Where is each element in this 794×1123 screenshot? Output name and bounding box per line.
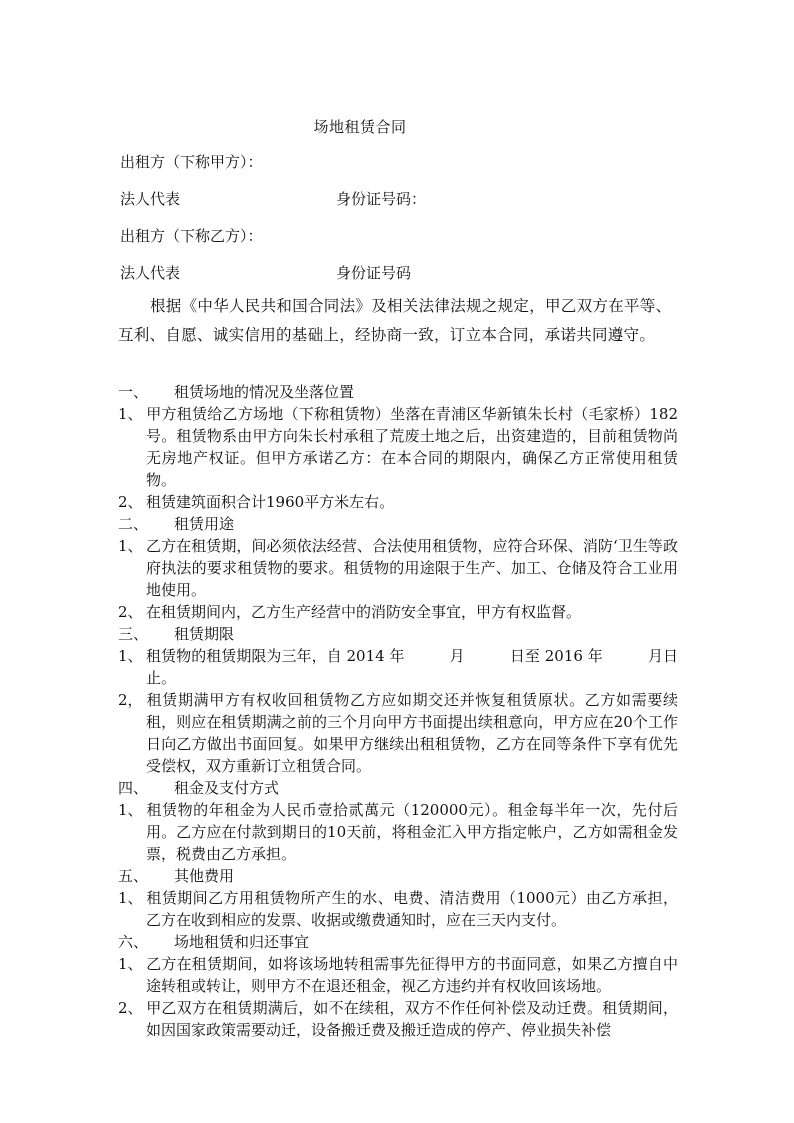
contract-body [118, 381, 678, 1041]
clause-label: 1、 [118, 955, 143, 973]
section-number: 四、 [118, 779, 149, 797]
party-b-id-label: 身份证号码 [336, 264, 412, 282]
section-title: 租金及支付方式 [174, 779, 280, 797]
clause-text: 租赁物的年租金为人民币壹拾贰萬元（120000元）。租金每半年一次，先付后用。乙方应在付款到期日的10天前，将租金汇入甲方指定帐户，乙方如需租金发票，税费由乙方承担。 [146, 801, 678, 863]
document-title: 场地租赁合同 [313, 118, 407, 136]
section-number: 五、 [118, 867, 149, 885]
clause [118, 491, 678, 513]
section-number: 一、 [118, 383, 149, 401]
party-b-rep-row [120, 262, 412, 283]
party-a-rep-row [120, 188, 427, 209]
clause [118, 601, 678, 623]
clause-label: 1、 [118, 405, 143, 423]
party-a-rep-label: 法人代表 [120, 190, 181, 208]
party-b-label: 出租方（下称乙方）： [120, 227, 263, 245]
clause-text: 甲方租赁给乙方场地（下称租赁物）坐落在青浦区华新镇朱长村（毛家桥）182号。租赁物系由甲方向朱长村承租了荒废土地之后，出资建造的，目前租赁物尚无房地产权证。但甲方承诺乙方：在本合同的期限内，确保乙方正常使用租赁物。 [146, 405, 678, 489]
clause-label: 2、 [118, 493, 143, 511]
party-a-label: 出租方（下称甲方）： [120, 153, 263, 171]
clause-text: 租赁物的租赁期限为三年，自 2014 年 月 日至 2016 年 月日止。 [146, 647, 678, 687]
clause-label: 1、 [118, 889, 143, 907]
clause-text: 租赁建筑面积合计1960平方米左右。 [146, 493, 395, 511]
section-title: 其他费用 [174, 867, 235, 885]
section-number: 三、 [118, 625, 149, 643]
clause-label: 2、 [118, 999, 143, 1017]
clause [118, 535, 678, 601]
clause-text: 乙方在租赁期间，如将该场地转租需事先征得甲方的书面同意，如果乙方擅自中途转租或转让，则甲方不在退还租金，视乙方违约并有权收回该场地。 [146, 955, 678, 995]
section-heading [118, 623, 678, 645]
section-title: 租赁期限 [174, 625, 235, 643]
clause-label: 2、 [118, 603, 143, 621]
clause [118, 645, 678, 689]
section-heading [118, 931, 678, 953]
clause-label: 1、 [118, 647, 143, 665]
section-title: 租赁用途 [174, 515, 235, 533]
clause [118, 689, 678, 777]
clause [118, 403, 678, 491]
clause-label: 2， [118, 691, 143, 709]
clause-text: 在租赁期间内，乙方生产经营中的消防安全事宜，甲方有权监督。 [146, 603, 582, 621]
section-heading [118, 513, 678, 535]
party-a-id-label: 身份证号码： [336, 190, 427, 208]
section-heading [118, 865, 678, 887]
clause-text: 甲乙双方在租赁期满后，如不在续租，双方不作任何补偿及动迁费。租赁期间，如因国家政策需要动迁，设备搬迁费及搬迁造成的停产、停业损失补偿 [146, 999, 678, 1039]
clause-text: 租赁期间乙方用租赁物所产生的水、电费、清洁费用（1000元）由乙方承担，乙方在收到相应的发票、收据或缴费通知时，应在三天内支付。 [146, 889, 678, 929]
section-title: 场地租赁和归还事宜 [174, 933, 310, 951]
clause [118, 997, 678, 1041]
clause [118, 799, 678, 865]
section-number: 六、 [118, 933, 149, 951]
intro-paragraph: 根据《中华人民共和国合同法》及相关法律法规之规定，甲乙双方在平等、互利、自愿、诚实信用的基础上，经协商一致，订立本合同，承诺共同遵守。 [118, 297, 672, 344]
clause-label: 1、 [118, 801, 143, 819]
clause [118, 953, 678, 997]
section-heading [118, 777, 678, 799]
clause-text: 租赁期满甲方有权收回租赁物乙方应如期交还并恢复租赁原状。乙方如需要续租，则应在租赁期满之前的三个月向甲方书面提出续租意向，甲方应在20个工作日向乙方做出书面回复。如果甲方继续出租租赁物，乙方在同等条件下享有优先受偿权，双方重新订立租赁合同。 [146, 691, 678, 775]
section-number: 二、 [118, 515, 149, 533]
clause [118, 887, 678, 931]
clause-text: 乙方在租赁期，间必须依法经营、合法使用租赁物，应符合环保、消防‘卫生等政府执法的要求租赁物的要求。租赁物的用途限于生产、加工、仓储及符合工业用地使用。 [146, 537, 678, 599]
party-b-rep-label: 法人代表 [120, 264, 181, 282]
section-heading [118, 381, 678, 403]
section-title: 租赁场地的情况及坐落位置 [174, 383, 355, 401]
clause-label: 1、 [118, 537, 143, 555]
